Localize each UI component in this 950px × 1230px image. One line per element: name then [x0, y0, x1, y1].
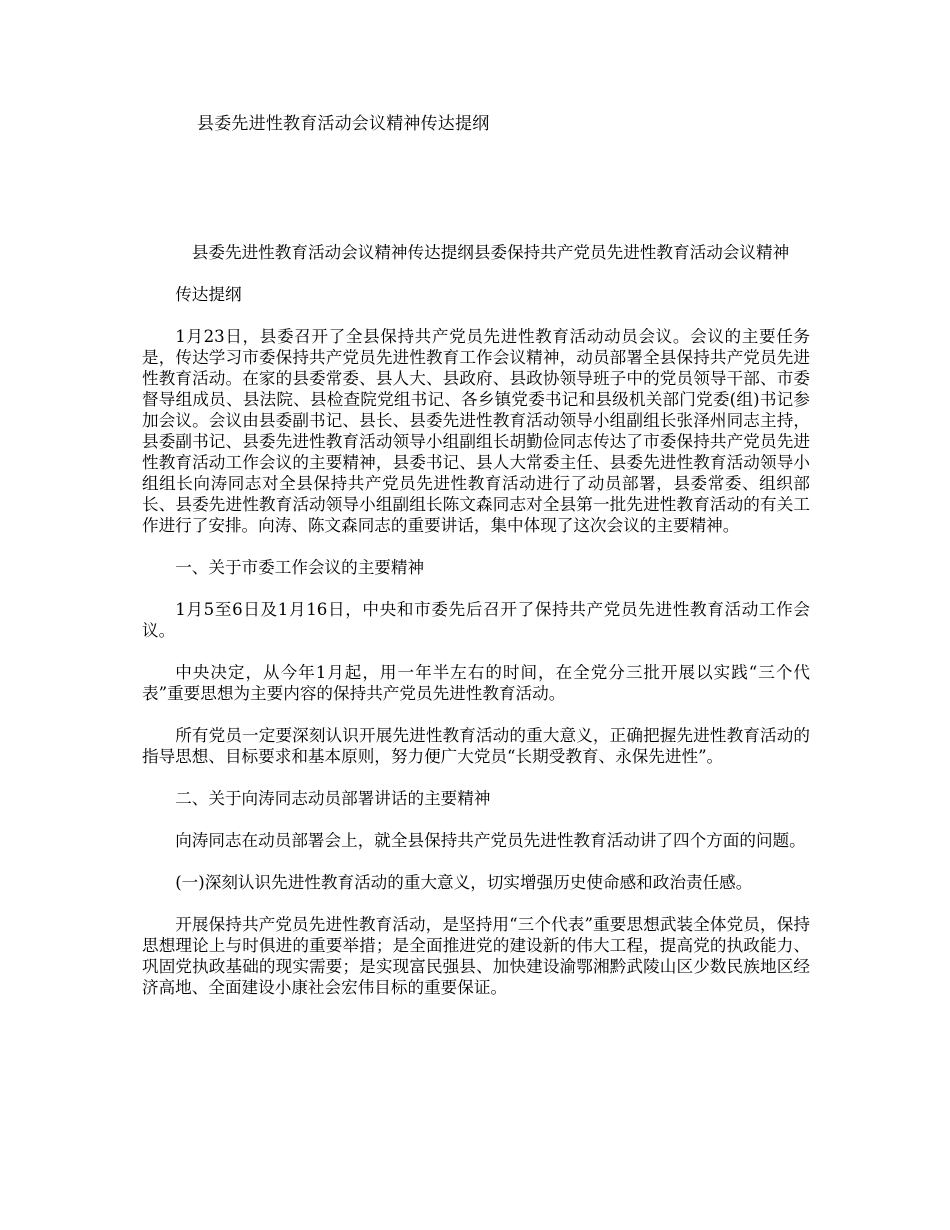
section-heading-1: 一、关于市委工作会议的主要精神 [175, 558, 425, 577]
subtitle-paragraph: 传达提纲 [175, 285, 242, 304]
subsection-heading-1: (一)深刻认识先进性教育活动的重大意义，切实增强历史使命感和政治责任感。 [175, 873, 753, 892]
meeting-summary-paragraph: 1月23日，县委召开了全县保持共产党员先进性教育活动动员会议。会议的主要任务是，传达学习市委保持共产党员先进性教育工作会议精神，动员部署全县保持共产党员先进性教育活动。在家的县委常委、县人大、县政府、县政协领导班子中的党员领导干部、市委督导组成员、县法院、县检查院党组书记、各乡镇党委书记和县级机关部门党委(组)书记参加会议。会议由县委副书记、县长、县委先进性教育活动领导小组副组长张泽州同志主持，县委副书记、县委先进性教育活动领导小组副组长胡勤俭同志传达了市委保持共产党员先进性教育活动工作会议的主要精神，县委书记、县人大常委主任、县委先进性教育活动领导小组组长向涛同志对全县保持共产党员先进性教育活动进行了动员部署，县委常委、组织部长、县委先进性教育活动领导小组副组长陈文森同志对全县第一批先进性教育活动的有关工作进行了安排。向涛、陈文森同志的重要讲话，集中体现了这次会议的主要精神。 [142, 327, 810, 535]
section-heading-2: 二、关于向涛同志动员部署讲话的主要精神 [175, 789, 491, 808]
body-paragraph: 所有党员一定要深刻认识开展先进性教育活动的重大意义，正确把握先进性教育活动的指导思想、目标要求和基本原则，努力便广大党员“长期受教育、永保先进性”。 [142, 726, 810, 766]
document-body [142, 242, 810, 1019]
intro-paragraph: 县委先进性教育活动会议精神传达提纲县委保持共产党员先进性教育活动会议精神 [191, 243, 790, 262]
body-paragraph: 向涛同志在动员部署会上，就全县保持共产党员先进性教育活动讲了四个方面的问题。 [175, 831, 806, 850]
body-paragraph: 中央决定，从今年1月起，用一年半左右的时间，在全党分三批开展以实践“三个代表”重要思想为主要内容的保持共产党员先进性教育活动。 [142, 663, 810, 703]
body-paragraph: 1月5至6日及1月16日，中央和市委先后召开了保持共产党员先进性教育活动工作会议。 [142, 600, 810, 640]
body-paragraph: 开展保持共产党员先进性教育活动，是坚持用“三个代表”重要思想武装全体党员，保持思想理论上与时俱进的重要举措；是全面推进党的建设新的伟大工程，提高党的执政能力、巩固党执政基础的现实需要；是实现富民强县、加快建设渝鄂湘黔武陵山区少数民族地区经济高地、全面建设小康社会宏伟目标的重要保证。 [142, 915, 810, 997]
document-title: 县委先进性教育活动会议精神传达提纲 [197, 114, 490, 134]
